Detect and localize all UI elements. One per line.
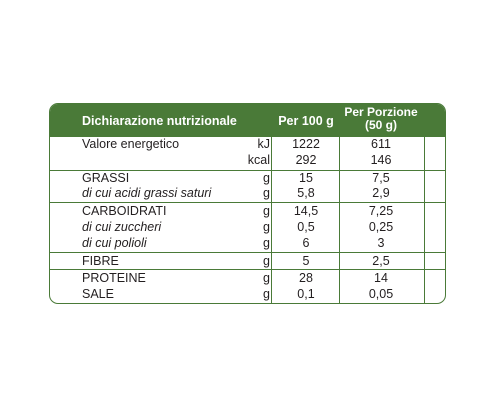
nutrient-label: di cui zuccheri [82, 220, 162, 234]
nutrient-label: di cui polioli [82, 236, 147, 250]
nutrient-unit: g [263, 254, 270, 268]
nutrient-label: CARBOIDRATI [82, 204, 167, 218]
header-per100: Per 100 g [278, 114, 334, 128]
nutrient-unit: g [263, 271, 270, 285]
nutrient-label: di cui acidi grassi saturi [82, 186, 212, 200]
row-divider [50, 252, 445, 253]
value-per-100g: 292 [295, 153, 317, 167]
value-per-100g: 1222 [292, 137, 320, 151]
value-per-100g: 5 [302, 254, 310, 268]
value-per-portion: 3 [377, 236, 385, 250]
value-per-portion: 0,25 [368, 220, 394, 234]
nutrient-label: Valore energetico [82, 137, 180, 151]
value-per-portion: 611 [371, 137, 391, 151]
row-divider [50, 269, 445, 270]
nutrient-unit: g [263, 220, 270, 234]
column-divider [271, 137, 272, 303]
row-divider [50, 202, 445, 203]
header-label: Dichiarazione nutrizionale [82, 114, 237, 128]
nutrient-label: FIBRE [82, 254, 119, 268]
table-header [50, 104, 445, 137]
nutrient-label: GRASSI [82, 171, 130, 185]
nutrient-unit: g [263, 186, 270, 200]
nutrient-unit: g [263, 204, 270, 218]
nutrient-unit: g [263, 236, 270, 250]
nutrient-label: SALE [82, 287, 114, 301]
header-per-portion-line1: Per Porzione [344, 105, 418, 119]
column-divider [424, 137, 425, 303]
value-per-portion: 7,25 [368, 204, 394, 218]
value-per-portion: 14 [374, 271, 388, 285]
value-per-100g: 15 [299, 171, 313, 185]
nutrient-unit: g [263, 287, 270, 301]
value-per-100g: 0,1 [297, 287, 315, 301]
value-per-portion: 2,9 [372, 186, 390, 200]
value-per-portion: 146 [370, 153, 392, 167]
value-per-portion: 7,5 [372, 171, 390, 185]
nutrient-unit: g [263, 171, 270, 185]
value-per-100g: 14,5 [293, 204, 319, 218]
nutrient-label: PROTEINE [82, 271, 146, 285]
value-per-portion: 0,05 [368, 287, 394, 301]
value-per-100g: 28 [299, 271, 313, 285]
value-per-100g: 0,5 [297, 220, 315, 234]
nutrient-unit: kcal [247, 153, 270, 167]
value-per-100g: 6 [302, 236, 310, 250]
value-per-100g: 5,8 [297, 186, 315, 200]
header-per-portion [341, 106, 421, 132]
column-divider [339, 137, 340, 303]
nutrient-unit: kJ [257, 137, 270, 151]
header-per-portion-line2: (50 g) [364, 118, 397, 132]
nutrition-table [49, 103, 446, 304]
value-per-portion: 2,5 [372, 254, 390, 268]
